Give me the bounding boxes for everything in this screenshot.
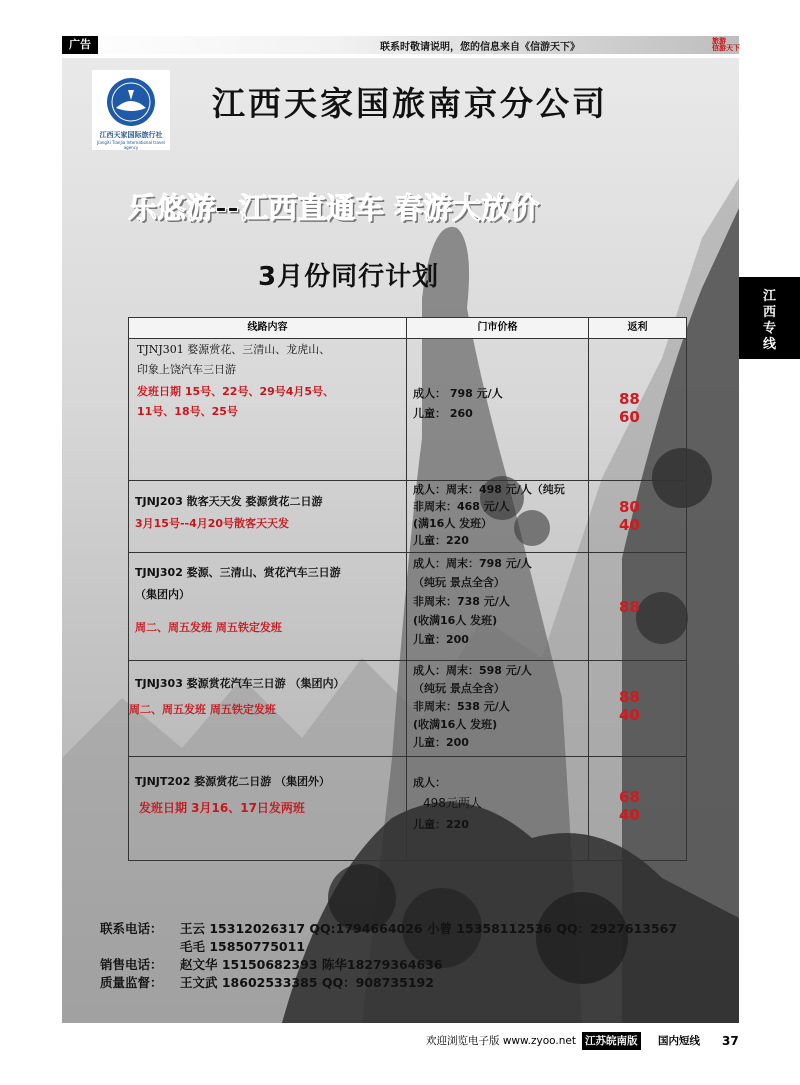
quality-row bbox=[100, 974, 677, 992]
itinerary-table bbox=[128, 317, 687, 861]
row2-dates: 3月15号--4月20号散客天天发 bbox=[135, 517, 290, 530]
row1-rebate bbox=[619, 390, 659, 426]
price-line: 成人： 798 元/人 bbox=[413, 387, 503, 400]
side-tab-char: 专 bbox=[762, 321, 776, 336]
side-tab-char: 线 bbox=[762, 337, 776, 352]
contacts-block bbox=[100, 920, 677, 992]
price-line: 非周末：468 元/人 bbox=[413, 500, 510, 513]
row2-price bbox=[413, 481, 565, 549]
side-tab-char: 江 bbox=[762, 289, 776, 304]
price-line: 成人：周末：498 元/人（纯玩 bbox=[413, 483, 565, 496]
price-line: 儿童：200 bbox=[413, 633, 469, 646]
rebate-value: 68 bbox=[619, 788, 640, 806]
row3-price bbox=[413, 554, 532, 649]
globe-logo-icon bbox=[92, 70, 170, 130]
row1-dates bbox=[137, 382, 334, 422]
date-line: 11号、18号、25号 bbox=[137, 405, 238, 418]
row5-route: TJNJT202 婺源赏花二日游 （集团外） bbox=[135, 775, 331, 788]
rebate-value: 40 bbox=[619, 806, 640, 824]
phone-line: 毛毛 15850775011 bbox=[180, 939, 306, 954]
quality-line: 王文武 18602533385 QQ：908735192 bbox=[180, 975, 434, 990]
price-line: 非周末：738 元/人 bbox=[413, 595, 510, 608]
header-logo-line1: 旅游 bbox=[712, 37, 726, 45]
header-note: 联系时敬请说明，您的信息来自《信游天下》 bbox=[380, 42, 580, 53]
company-logo bbox=[92, 70, 170, 150]
row4-rebate bbox=[619, 688, 659, 724]
row-divider bbox=[129, 756, 686, 757]
route-line: （集团内） bbox=[135, 588, 190, 601]
phone-row bbox=[100, 920, 677, 938]
phone-label: 联系电话： bbox=[100, 921, 163, 936]
slogan: 乐悠游--江西直通车 春游大放价 bbox=[128, 191, 540, 225]
rebate-value: 88 bbox=[619, 688, 640, 706]
sales-row bbox=[100, 956, 677, 974]
header-rebate: 返利 bbox=[589, 318, 686, 339]
sales-label: 销售电话： bbox=[100, 957, 163, 972]
rebate-value: 40 bbox=[619, 516, 640, 534]
route-line: TJNJ302 婺源、三清山、赏花汽车三日游 bbox=[135, 566, 341, 579]
row4-route: TJNJ303 婺源赏花汽车三日游 （集团内） bbox=[135, 677, 345, 690]
price-line: 成人：周末：798 元/人 bbox=[413, 557, 532, 570]
row3-route bbox=[135, 562, 341, 606]
ad-label: 广告 bbox=[62, 36, 98, 54]
row2-rebate bbox=[619, 498, 659, 534]
phone-line: 王云 15312026317 QQ:1794664026 小曾 15358112536 QQ：2927613567 bbox=[180, 921, 678, 936]
ad-panel bbox=[62, 58, 739, 1023]
rebate-value: 40 bbox=[619, 706, 640, 724]
price-line: 成人： bbox=[413, 776, 446, 789]
row1-route bbox=[137, 340, 330, 380]
price-line: （纯玩 景点全含） bbox=[413, 576, 505, 589]
footer-site-link[interactable]: 欢迎浏览电子版 www.zyoo.net bbox=[426, 1035, 576, 1047]
row5-dates: 发班日期 3月16、17日发两班 bbox=[139, 801, 305, 815]
col-divider bbox=[406, 318, 407, 860]
price-line: 儿童：200 bbox=[413, 736, 469, 749]
company-title: 江西天家国旅南京分公司 bbox=[212, 84, 608, 123]
row1-price bbox=[413, 384, 503, 424]
side-tab-char: 西 bbox=[762, 305, 776, 320]
footer bbox=[380, 1032, 745, 1050]
price-line: (收满16人 发班) bbox=[413, 718, 498, 731]
phone-row-2 bbox=[100, 938, 677, 956]
header-logo-line2: 信游天下 bbox=[712, 44, 740, 52]
header-price: 门市价格 bbox=[407, 318, 588, 339]
header-route: 线路内容 bbox=[129, 318, 406, 339]
row4-dates: 周二、周五发班 周五铁定发班 bbox=[129, 703, 276, 716]
rebate-value: 88 bbox=[619, 390, 640, 408]
rebate-value: 80 bbox=[619, 498, 640, 516]
price-line: 儿童： 260 bbox=[413, 407, 473, 420]
footer-section: 国内短线 bbox=[658, 1035, 700, 1047]
logo-name: 江西天家国际旅行社 bbox=[99, 131, 163, 139]
logo-subtitle: JiangXi TianJia International travel agency bbox=[97, 140, 165, 150]
row-divider bbox=[129, 660, 686, 661]
page-number: 37 bbox=[722, 1034, 739, 1048]
price-line: 儿童：220 bbox=[413, 818, 469, 831]
sales-line: 赵文华 15150682393 陈华18279364636 bbox=[180, 957, 443, 972]
route-line: TJNJ301 婺源赏花、三清山、龙虎山、 bbox=[137, 343, 331, 356]
row5-rebate bbox=[619, 788, 659, 824]
price-line: (满16人 发班） bbox=[413, 517, 493, 530]
plan-title: 3月份同行计划 bbox=[258, 262, 440, 292]
rebate-value: 60 bbox=[619, 408, 640, 426]
row2-route: TJNJ203 散客天天发 婺源赏花二日游 bbox=[135, 495, 323, 508]
price-line: (收满16人 发班) bbox=[413, 614, 498, 627]
price-line: （纯玩 景点全含） bbox=[413, 682, 505, 695]
quality-label: 质量监督： bbox=[100, 975, 163, 990]
row3-dates: 周二、周五发班 周五铁定发班 bbox=[135, 621, 282, 634]
footer-edition: 江苏皖南版 bbox=[582, 1032, 641, 1050]
row-divider bbox=[129, 480, 686, 481]
row5-price bbox=[413, 772, 482, 835]
row-divider bbox=[129, 552, 686, 553]
price-line: 成人：周末：598 元/人 bbox=[413, 664, 532, 677]
col-divider bbox=[588, 318, 589, 860]
price-line: 儿童：220 bbox=[413, 534, 469, 547]
header-logo bbox=[712, 38, 740, 52]
side-tab-jiangxi bbox=[739, 277, 800, 359]
price-line: 非周末：538 元/人 bbox=[413, 700, 510, 713]
row4-price bbox=[413, 662, 532, 752]
route-line: 印象上饶汽车三日游 bbox=[137, 363, 236, 376]
date-line: 发班日期 15号、22号、29号4月5号、 bbox=[137, 385, 335, 398]
price-line: 498元两人 bbox=[423, 796, 482, 810]
row3-rebate: 88 bbox=[619, 598, 640, 616]
